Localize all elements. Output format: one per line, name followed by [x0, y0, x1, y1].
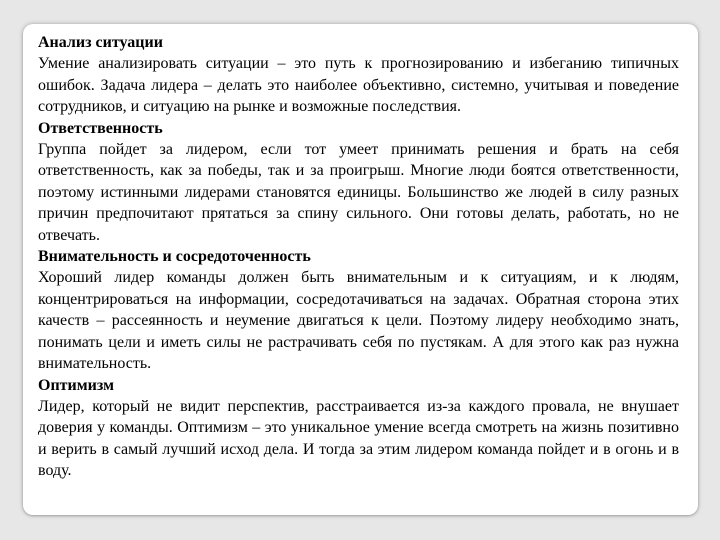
section-responsibility [38, 118, 679, 246]
section-heading: Ответственность [38, 119, 163, 137]
section-body: Лидер, который не видит перспектив, расстраивается из-за каждого провала, не внушает доверия у команды. Оптимизм – это уникальное умение всегда смотреть на жизнь позитивно и верить в самый лучший исход дела. И тогда за этим лидером команда пойдет и в огонь и в воду. [38, 397, 679, 480]
section-body: Хороший лидер команды должен быть внимательным и к ситуациям, и к людям, концентрироваться на информации, сосредотачиваться на задачах. Обратная сторона этих качеств – рассеянность и неумение двигаться к цели. Поэтому лидеру необходимо знать, понимать цели и иметь силы не растрачивать себя по пустякам. А для этого как раз нужна внимательность. [38, 269, 679, 373]
section-situation-analysis [38, 32, 679, 118]
section-body: Группа пойдет за лидером, если тот умеет принимать решения и брать на себя ответственность, как за победы, так и за проигрыш. Многие люди боятся ответственности, поэтому истинными лидерами становятся единицы. Большинство же людей в силу разных причин предпочитают прятаться за спину сильного. Они готовы делать, работать, но не отвечать. [38, 141, 679, 244]
section-body: Умение анализировать ситуации – это путь к прогнозированию и избеганию типичных ошибок. Задача лидера – делать это наиболее объективно, системно, учитывая и поведение сотрудников, и ситуацию на рынке и возможные последствия. [38, 55, 679, 116]
section-optimism [38, 375, 679, 482]
section-attentiveness [38, 246, 679, 374]
section-heading: Внимательность и сосредоточенность [38, 248, 311, 266]
section-heading: Оптимизм [38, 376, 114, 394]
section-heading: Анализ ситуации [38, 34, 163, 51]
slide-content-card [23, 24, 698, 515]
